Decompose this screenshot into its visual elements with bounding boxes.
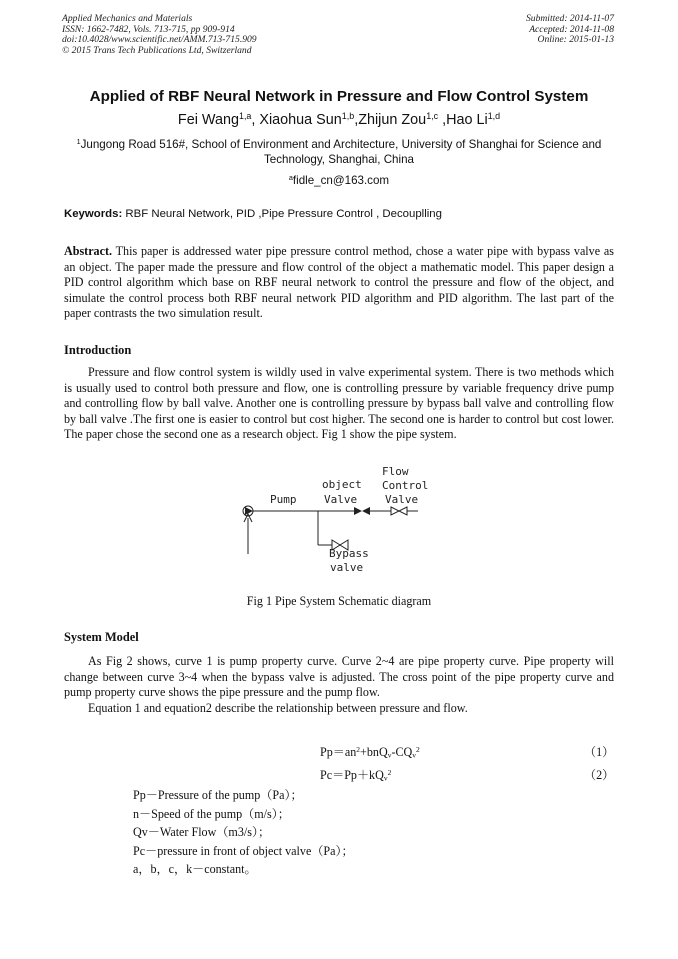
abstract-text: This paper is addressed water pipe pressure control method, chose a water pipe with bypass valve as an object. The paper made the pressure and flow control of the object a mathematic model. This paper design a PID control algorithm which base on RBF neural network to control the pressure and flow of the object, and simulate the control process both RBF neural network PID algorithm and PID algorithm. The last part of the paper contrasts the two simulation result. xyxy=(64,244,614,321)
definition-item: Pc－pressure in front of object valve（Pa）； xyxy=(133,843,354,858)
definition-item: Qv－Water Flow（m3/s）； xyxy=(133,825,271,840)
author-email xyxy=(0,174,678,187)
author-separator: , xyxy=(251,112,260,128)
accepted-date: Accepted: 2014-11-08 xyxy=(529,23,614,35)
online-date: Online: 2015-01-13 xyxy=(537,34,614,46)
author-affiliation-mark: 1,a xyxy=(238,111,252,122)
flow-control-valve-label: Valve xyxy=(385,493,419,506)
object-valve-icon xyxy=(354,507,370,515)
bypass-valve-label: Bypass xyxy=(329,547,369,560)
pump-label: Pump xyxy=(270,493,297,506)
equation-1-number: （1） xyxy=(584,745,615,759)
author-separator: , xyxy=(354,112,359,128)
author-affiliation-mark: 1,c xyxy=(426,111,439,122)
affiliation-mark: 1 xyxy=(76,137,81,147)
journal-copyright: © 2015 Trans Tech Publications Ltd, Switzerland xyxy=(62,44,252,56)
keywords-text: RBF Neural Network, PID ,Pipe Pressure Control , Decouplling xyxy=(125,208,442,220)
variable-definitions xyxy=(133,786,354,879)
equation-1: $Pp=an^2+bnQ_v-CQ_v^2$ xyxy=(320,744,420,760)
author-affiliation-mark: 1,d xyxy=(487,111,501,122)
definition-item: Pp－Pressure of the pump（Pa）； xyxy=(133,788,303,802)
publication-dates xyxy=(526,14,614,46)
author-affiliation-mark: 1,b xyxy=(341,111,355,122)
system-model-paragraph: Equation 1 and equation2 describe the relationship between pressure and flow. xyxy=(88,701,468,715)
author-separator: , xyxy=(438,112,447,128)
author-name: Fei Wang xyxy=(177,112,239,128)
email-mark: a xyxy=(288,173,293,183)
author-list xyxy=(0,112,678,128)
equation-2: $Pc=Pp+kQ_v^2$ xyxy=(320,767,392,783)
email-address[interactable]: fidle_cn@163.com xyxy=(292,174,390,187)
system-model-paragraph: As Fig 2 shows, curve 1 is pump property curve. Curve 2~4 are pipe property curve. Pipe property will change between curve 3~4 when the bypass valve is adjusted. The cross point of the pipe property curve and pump property curve shows the pipe pressure and the pump flow. xyxy=(64,654,614,700)
flow-control-valve-label: Flow xyxy=(382,465,409,478)
author-name: Hao Li xyxy=(446,112,488,128)
affiliation xyxy=(64,138,614,167)
author-name: Zhijun Zou xyxy=(358,112,427,128)
introduction-heading: Introduction xyxy=(64,343,132,357)
affiliation-text: Jungong Road 516#, School of Environment and Architecture, University of Shanghai for Science and Technology, Shanghai, China xyxy=(80,138,602,166)
equation-2-number: （2） xyxy=(584,768,615,782)
system-model-heading: System Model xyxy=(64,630,139,644)
pipe-system-diagram xyxy=(232,464,429,580)
abstract-label: Abstract. xyxy=(64,244,113,258)
abstract xyxy=(64,244,614,322)
journal-issn: ISSN: 1662-7482, Vols. 713-715, pp 909-914 xyxy=(62,23,235,35)
definition-item: n－Speed of the pump（m/s）； xyxy=(133,806,290,821)
flow-control-valve-label: Control xyxy=(382,479,429,492)
journal-info xyxy=(62,14,257,56)
paper-title: Applied of RBF Neural Network in Pressure and Flow Control System xyxy=(89,88,589,105)
journal-doi: doi:10.4028/www.scientific.net/AMM.713-715.909 xyxy=(62,34,257,46)
figure-caption: Fig 1 Pipe System Schematic diagram xyxy=(246,594,432,608)
bypass-valve-label: valve xyxy=(330,561,364,574)
definition-item: a，b，c，k－constant。 xyxy=(133,862,257,877)
introduction-paragraph: Pressure and flow control system is wildly used in valve experimental system. There is two methods which is usually used to control both pressure and flow, one is controlling pressure by variable frequency drive pump and controlling flow by ball valve. Another one is controlling pressure by bypass ball valve and controlling flow by ball valve .The first one is easier to control but cost higher. The second one is harder to control but cost lower. The paper chose the second one as a research object. Fig 1 show the pipe system. xyxy=(64,365,614,442)
journal-name: Applied Mechanics and Materials xyxy=(62,13,193,24)
object-valve-label: Valve xyxy=(324,493,358,506)
author-name: Xiaohua Sun xyxy=(259,112,342,128)
object-valve-label: object xyxy=(322,478,362,491)
keywords xyxy=(64,208,616,220)
submitted-date: Submitted: 2014-11-07 xyxy=(525,13,614,24)
keywords-label: Keywords: xyxy=(64,208,123,220)
flow-control-valve-icon xyxy=(391,507,407,515)
